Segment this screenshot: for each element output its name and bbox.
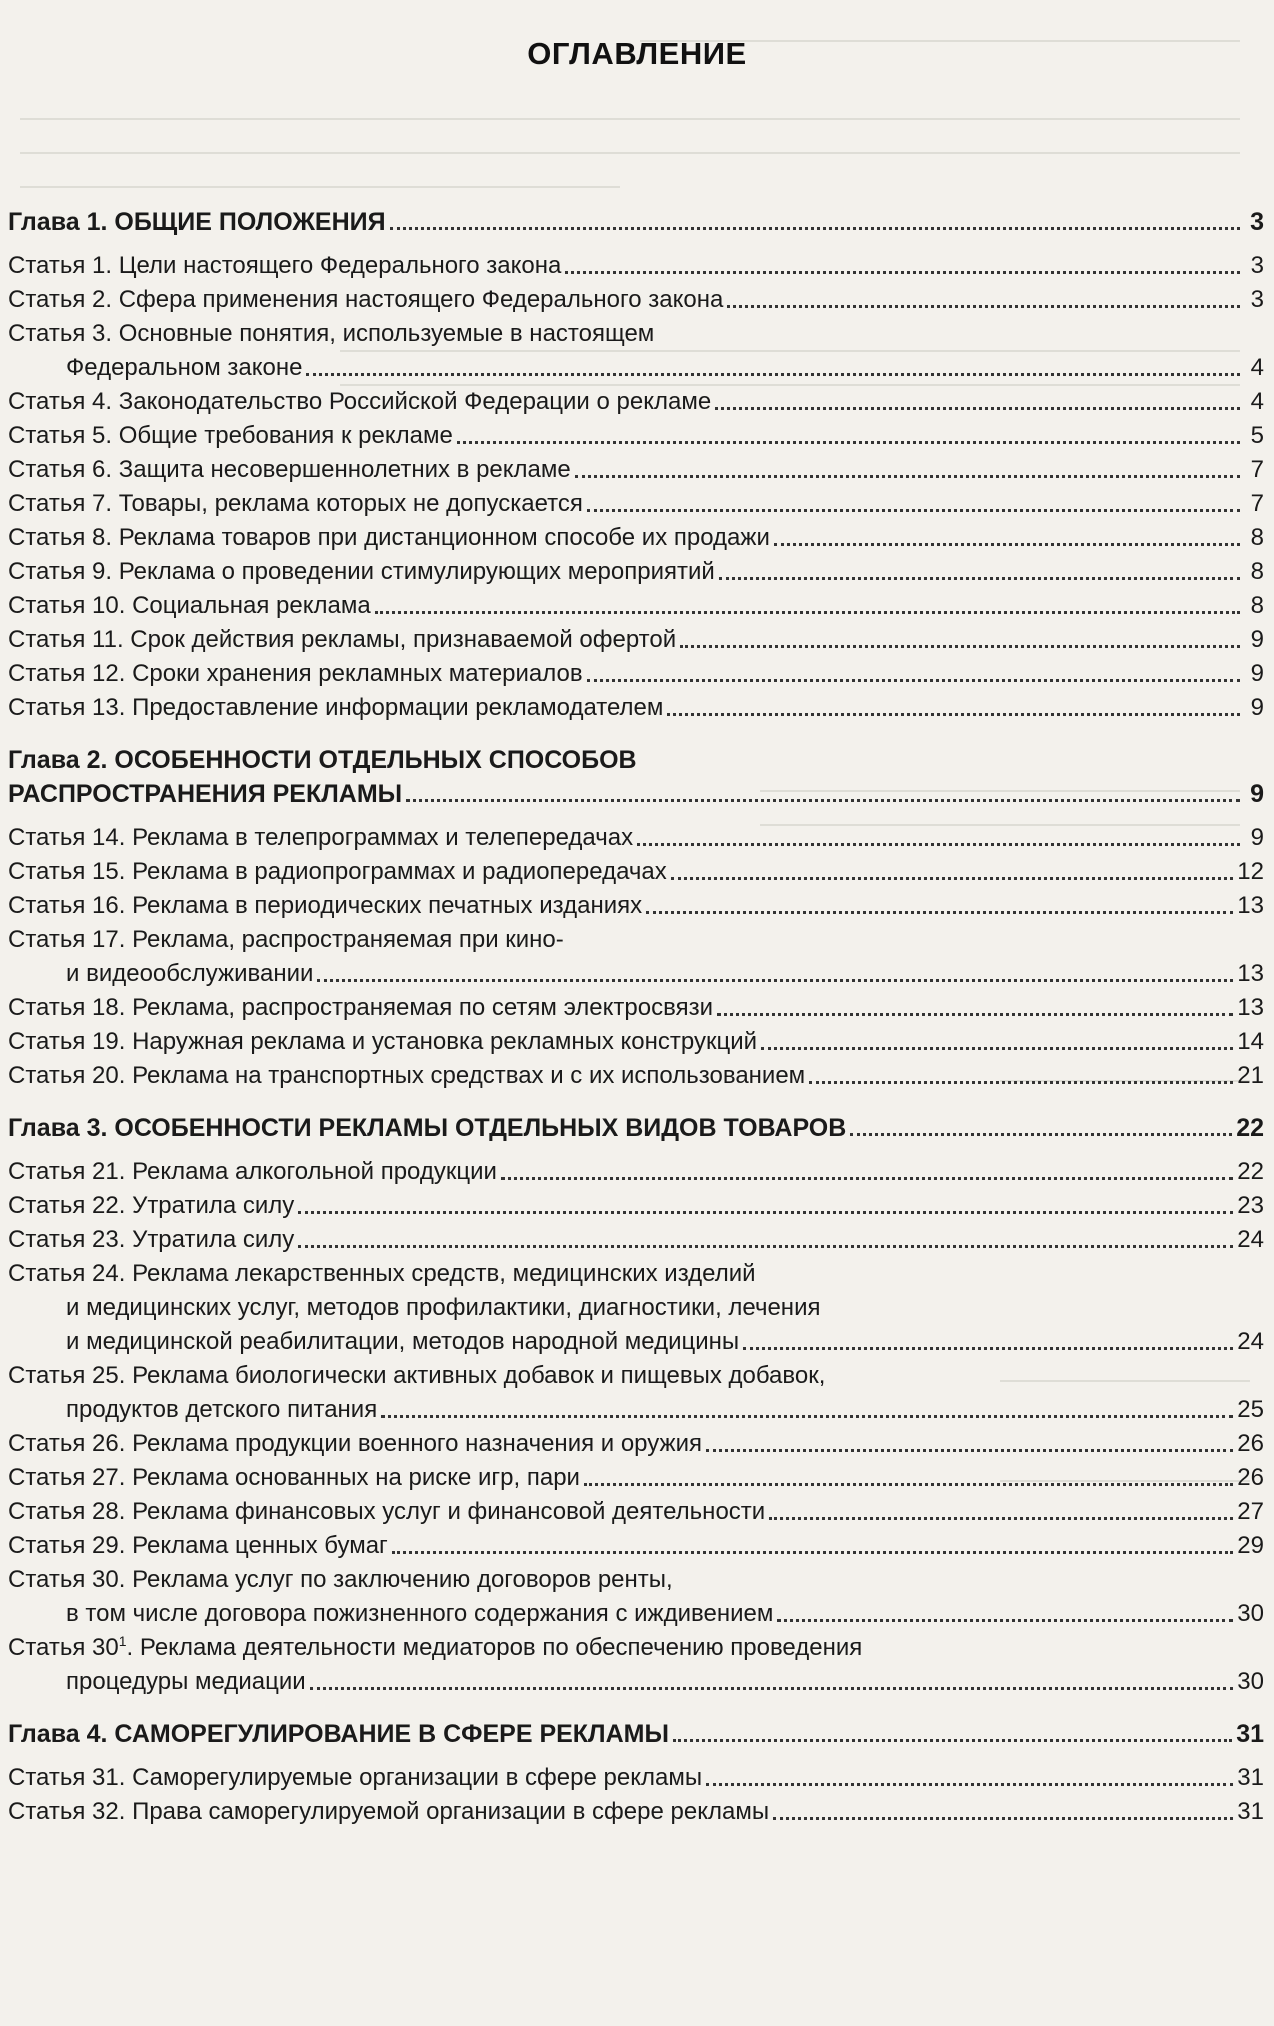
toc-article-10[interactable] [8,589,1264,623]
toc-article-2-label: Статья 2. Сфера применения настоящего Федерального закона [8,286,724,313]
toc-article-16-page: 13 [1237,892,1264,919]
dot-leader [381,1415,1233,1418]
toc-article-20-label: Статья 20. Реклама на транспортных средствах и с их использованием [8,1062,806,1089]
dot-leader [565,271,1240,274]
toc-article-22-page: 23 [1237,1192,1264,1219]
toc-article-5[interactable] [8,419,1264,453]
toc-article-10-label: Статья 10. Социальная реклама [8,592,371,619]
dot-leader [646,911,1233,914]
page-title: ОГЛАВЛЕНИЕ [527,36,747,71]
toc-chapter-1[interactable] [8,205,1264,239]
dot-leader [743,1347,1233,1350]
toc-article-8-page: 8 [1250,524,1264,551]
dot-leader [777,1619,1233,1622]
toc-article-30[interactable] [8,1597,1264,1631]
toc-chapter-3-label: Глава 3. ОСОБЕННОСТИ РЕКЛАМЫ ОТДЕЛЬНЫХ ВИДОВ ТОВАРОВ [8,1114,847,1142]
dot-leader [673,1739,1232,1742]
dot-leader [575,475,1240,478]
toc-article-21[interactable] [8,1155,1264,1189]
toc-article-15-page: 12 [1237,858,1264,885]
toc-article-12[interactable] [8,657,1264,691]
toc-article-3-label: Федеральном законе [66,354,303,381]
toc-article-27-label: Статья 27. Реклама основанных на риске игр, пари [8,1464,580,1491]
toc-article-26[interactable] [8,1427,1264,1461]
dot-leader [715,407,1240,410]
dot-leader [317,979,1233,982]
toc-article-4-page: 4 [1250,388,1264,415]
toc-article-31-page: 31 [1237,1764,1264,1791]
toc-article-28[interactable] [8,1495,1264,1529]
dot-leader [773,1817,1233,1820]
toc-article-3-line1[interactable]: Статья 3. Основные понятия, используемые в настоящем [8,320,655,347]
toc-article-6-label: Статья 6. Защита несовершеннолетних в рекламе [8,456,571,483]
toc-article-2-page: 3 [1250,286,1264,313]
toc-article-19-label: Статья 19. Наружная реклама и установка рекламных конструкций [8,1028,758,1055]
toc-article-25-page: 25 [1237,1396,1264,1423]
toc-chapter-3[interactable] [8,1111,1264,1145]
dot-leader [680,645,1240,648]
toc-chapter-2-line1[interactable]: Глава 2. ОСОБЕННОСТИ ОТДЕЛЬНЫХ СПОСОБОВ [8,746,637,774]
toc-article-8-label: Статья 8. Реклама товаров при дистанционном способе их продажи [8,524,770,551]
toc-article-5-label: Статья 5. Общие требования к рекламе [8,422,453,449]
toc-article-17-label: и видеообслуживании [66,960,314,987]
toc-article-16-label: Статья 16. Реклама в периодических печатных изданиях [8,892,643,919]
dot-leader [457,441,1240,444]
toc-article-25[interactable] [8,1393,1264,1427]
toc-article-30-1-line1-rest: . Реклама деятельности медиаторов по обеспечению проведения [126,1634,863,1661]
toc-article-30-1-superscript: 1 [118,1633,127,1649]
toc-article-12-page: 9 [1250,660,1264,687]
toc-article-24-page: 24 [1237,1328,1264,1355]
dot-leader [809,1081,1233,1084]
toc-article-20[interactable] [8,1059,1264,1093]
toc-article-19[interactable] [8,1025,1264,1059]
toc-chapter-4[interactable] [8,1717,1264,1751]
dot-leader [761,1047,1233,1050]
toc-article-32[interactable] [8,1795,1264,1829]
toc-article-24-line2[interactable]: и медицинских услуг, методов профилактики, диагностики, лечения [66,1294,821,1321]
toc-article-4[interactable] [8,385,1264,419]
toc-article-30-1-prefix: Статья 30 [8,1634,119,1661]
toc-article-14-label: Статья 14. Реклама в телепрограммах и телепередачах [8,824,634,851]
toc-article-1-label: Статья 1. Цели настоящего Федерального закона [8,252,562,279]
toc-article-30-1[interactable] [8,1665,1264,1699]
toc-article-24-label: и медицинской реабилитации, методов народной медицины [66,1328,740,1355]
toc-article-17-line1[interactable]: Статья 17. Реклама, распространяемая при кино- [8,926,564,953]
dot-leader [584,1483,1233,1486]
toc-article-26-page: 26 [1237,1430,1264,1457]
toc-chapter-2-page: 9 [1250,780,1264,808]
dot-leader [587,679,1240,682]
toc-article-24[interactable] [8,1325,1264,1359]
table-of-contents [8,205,1264,1829]
toc-article-11-label: Статья 11. Срок действия рекламы, признаваемой офертой [8,626,677,653]
toc-article-28-label: Статья 28. Реклама финансовых услуг и финансовой деятельности [8,1498,766,1525]
toc-chapter-4-label: Глава 4. САМОРЕГУЛИРОВАНИЕ В СФЕРЕ РЕКЛАМЫ [8,1720,669,1748]
toc-article-11[interactable] [8,623,1264,657]
toc-article-7[interactable] [8,487,1264,521]
toc-article-28-page: 27 [1237,1498,1264,1525]
dot-leader [667,713,1240,716]
toc-article-8[interactable] [8,521,1264,555]
toc-chapter-1-label: Глава 1. ОБЩИЕ ПОЛОЖЕНИЯ [8,208,386,236]
toc-article-6-page: 7 [1250,456,1264,483]
toc-article-15[interactable] [8,855,1264,889]
toc-article-14-page: 9 [1250,824,1264,851]
dot-leader [390,227,1240,230]
dot-leader [406,799,1240,802]
toc-article-9-page: 8 [1250,558,1264,585]
toc-article-30-1-line1[interactable] [8,1631,1264,1665]
toc-article-18-page: 13 [1237,994,1264,1021]
toc-article-30-1-label: процедуры медиации [66,1668,306,1695]
toc-article-10-page: 8 [1250,592,1264,619]
toc-article-25-label: продуктов детского питания [66,1396,378,1423]
dot-leader [306,373,1240,376]
toc-article-3-page: 4 [1250,354,1264,381]
toc-article-31[interactable] [8,1761,1264,1795]
toc-article-23-page: 24 [1237,1226,1264,1253]
toc-article-4-label: Статья 4. Законодательство Российской Федерации о рекламе [8,388,712,415]
toc-article-29[interactable] [8,1529,1264,1563]
toc-article-20-page: 21 [1237,1062,1264,1089]
toc-article-32-page: 31 [1237,1798,1264,1825]
dot-leader [671,877,1234,880]
dot-leader [392,1551,1233,1554]
toc-article-17-page: 13 [1237,960,1264,987]
dot-leader [727,305,1240,308]
toc-article-1[interactable] [8,249,1264,283]
toc-article-30-page: 30 [1237,1600,1264,1627]
toc-article-30-1-page: 30 [1237,1668,1264,1695]
dot-leader [637,843,1240,846]
toc-chapter-2-label: РАСПРОСТРАНЕНИЯ РЕКЛАМЫ [8,780,403,808]
toc-article-13[interactable] [8,691,1264,725]
toc-article-23[interactable] [8,1223,1264,1257]
toc-chapter-1-page: 3 [1250,208,1264,236]
toc-article-32-label: Статья 32. Права саморегулируемой организации в сфере рекламы [8,1798,770,1825]
toc-chapter-4-page: 31 [1236,1720,1264,1748]
toc-article-6[interactable] [8,453,1264,487]
toc-article-24-line1[interactable]: Статья 24. Реклама лекарственных средств, медицинских изделий [8,1260,756,1287]
toc-article-13-label: Статья 13. Предоставление информации рекламодателем [8,694,664,721]
toc-article-3[interactable] [8,351,1264,385]
toc-article-1-page: 3 [1250,252,1264,279]
toc-article-26-label: Статья 26. Реклама продукции военного назначения и оружия [8,1430,702,1457]
dot-leader [717,1013,1233,1016]
toc-article-23-label: Статья 23. Утратила силу [8,1226,295,1253]
toc-article-9-label: Статья 9. Реклама о проведении стимулирующих мероприятий [8,558,715,585]
toc-article-9[interactable] [8,555,1264,589]
dot-leader [719,577,1240,580]
toc-article-16[interactable] [8,889,1264,923]
toc-article-19-page: 14 [1237,1028,1264,1055]
dot-leader [850,1133,1232,1136]
toc-chapter-2[interactable] [8,777,1264,811]
toc-article-25-line1[interactable]: Статья 25. Реклама биологически активных добавок и пищевых добавок, [8,1362,826,1389]
toc-article-18-label: Статья 18. Реклама, распространяемая по сетям электросвязи [8,994,713,1021]
dot-leader [310,1687,1234,1690]
toc-article-11-page: 9 [1250,626,1264,653]
toc-article-18[interactable] [8,991,1264,1025]
toc-article-17[interactable] [8,957,1264,991]
toc-article-29-label: Статья 29. Реклама ценных бумаг [8,1532,388,1559]
toc-article-31-label: Статья 31. Саморегулируемые организации в сфере рекламы [8,1764,703,1791]
toc-article-2[interactable] [8,283,1264,317]
dot-leader [706,1783,1233,1786]
toc-article-27-page: 26 [1237,1464,1264,1491]
toc-article-15-label: Статья 15. Реклама в радиопрограммах и радиопередачах [8,858,667,885]
toc-article-13-page: 9 [1250,694,1264,721]
dot-leader [501,1177,1233,1180]
dot-leader [774,543,1240,546]
toc-article-12-label: Статья 12. Сроки хранения рекламных материалов [8,660,583,687]
toc-article-7-label: Статья 7. Товары, реклама которых не допускается [8,490,583,517]
dot-leader [706,1449,1233,1452]
toc-article-22[interactable] [8,1189,1264,1223]
toc-article-30-line1[interactable]: Статья 30. Реклама услуг по заключению договоров ренты, [8,1566,673,1593]
toc-chapter-3-page: 22 [1236,1114,1264,1142]
toc-article-5-page: 5 [1250,422,1264,449]
dot-leader [375,611,1240,614]
toc-article-29-page: 29 [1237,1532,1264,1559]
toc-article-22-label: Статья 22. Утратила силу [8,1192,295,1219]
toc-article-30-label: в том числе договора пожизненного содержания с иждивением [66,1600,774,1627]
toc-article-7-page: 7 [1250,490,1264,517]
toc-article-21-page: 22 [1237,1158,1264,1185]
toc-article-14[interactable] [8,821,1264,855]
toc-article-27[interactable] [8,1461,1264,1495]
dot-leader [298,1245,1233,1248]
toc-article-21-label: Статья 21. Реклама алкогольной продукции [8,1158,497,1185]
dot-leader [587,509,1240,512]
dot-leader [769,1517,1233,1520]
dot-leader [298,1211,1233,1214]
